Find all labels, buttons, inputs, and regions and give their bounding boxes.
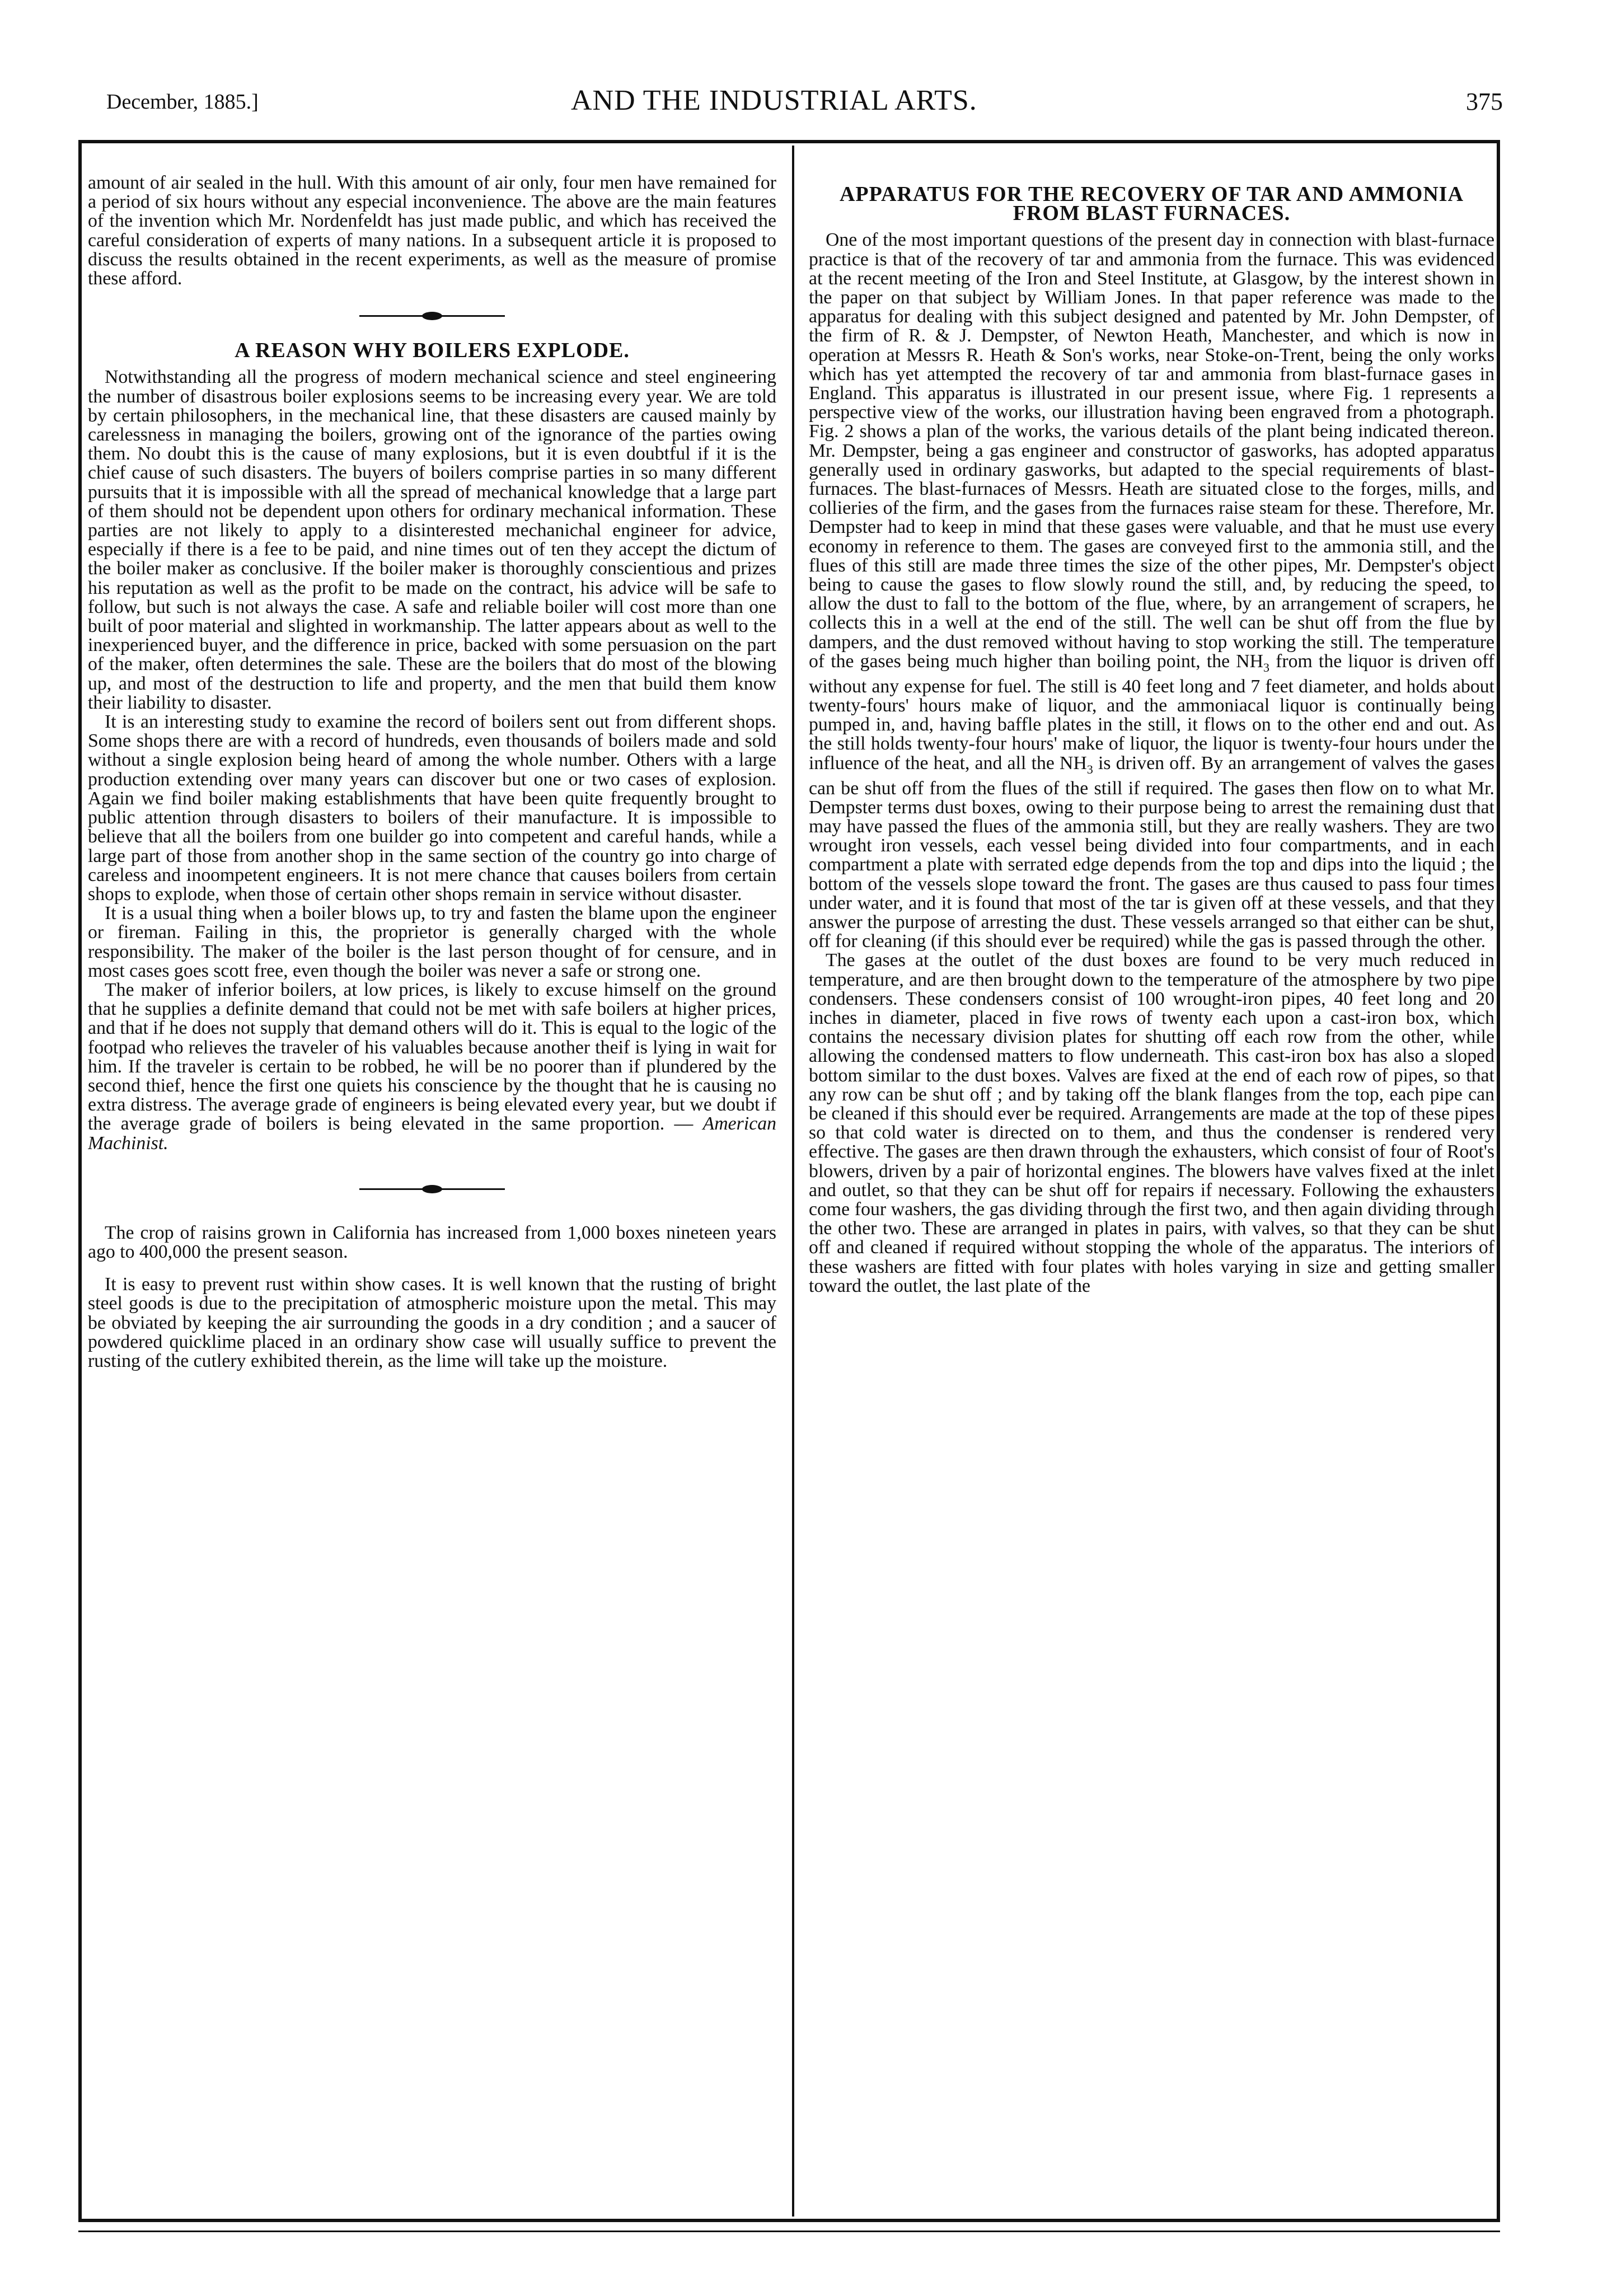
note-rust: It is easy to prevent rust within show cases. It is well known that the rusting of bright steel goods is due to the precipitation of atmospheric moisture upon the metal. This may be obviated by keeping the air surrounding the goods in a dry condition ; and a saucer of powdered quicklime placed in an ordinary show case will usually suffice to prevent the rusting of the cutlery exhibited therein, as the lime will take up the moisture. [88, 1274, 776, 1371]
running-title: AND THE INDUSTRIAL ARTS. [571, 85, 977, 116]
nh3-subscript-1: 3 [1263, 660, 1270, 674]
page-header [0, 84, 1612, 129]
article-title-boilers: A REASON WHY BOILERS EXPLODE. [235, 339, 630, 363]
page-number: 375 [1466, 88, 1503, 115]
column-divider [792, 146, 794, 2217]
bottom-rule [78, 2231, 1500, 2232]
right-column [809, 185, 1494, 2217]
boilers-paragraph-4 [88, 981, 776, 1153]
apparatus-p1-part-c: is driven off. By an arrangement of valves the gases can be shut off from the flues of the still if required. The gases then flow on to what Mr. Dempster terms dust boxes, owing to their purpose being to arrest the remaining dust that may have passed the flues of the ammonia still, but they are really washers. They are two wrought iron vessels, each vessel being divided into four compartments, and in each compartment a plate with serrated edge depends from the top and dips into the liquid ; the bottom of the vessels slope toward the front. The gases are thus caused to pass four times under water, and it is found that most of the tar is given off at these vessels, and that they answer the purpose of arresting the dust. These vessels arranged so that either can be shut, off for cleaning (if this should ever be required) while the gas is passed through the other. [809, 752, 1494, 952]
boilers-paragraph-1: Notwithstanding all the progress of modern mechanical science and steel engineering the number of disastrous boiler explosions seems to be increasing every year. We are told by certain philosophers, in the mechanical line, that these disasters are caused mainly by carelessness in managing the boilers, growing ont of the ignorance of the parties owing them. No doubt this is the cause of many explosions, but it is even doubtful if it is the chief cause of such disasters. The buyers of boilers comprise parties in so many different pursuits that it is impossible with all the spread of mechanical knowledge that a large part of them should not be dependent upon others for ordinary mechanical information. These parties are not likely to apply to a disinterested mechanichal engineer for advice, especially if there is a fee to be paid, and nine times out of ten they accept the dictum of the boiler maker as conclusive. If the boiler maker is thoroughly conscientious and prizes his reputation as well as the profit to be made on the contract, his advice will be safe to follow, but such is not always the case. A safe and reliable boiler will cost more than one built of poor material and slighted in workmanship. The latter appears about as well to the inexperienced buyer, and the difference in price, backed with some persuasion on the part of the maker, often determines the sale. These are the boilers that do most of the blowing up, and most of the destruction to life and property, and the men that build them know their liability to disaster. [88, 367, 776, 713]
section-ornament-2 [88, 1181, 776, 1196]
note-raisins: The crop of raisins grown in California has increased from 1,000 boxes nineteen years ago to 400,000 the present season. [88, 1222, 776, 1262]
article-title-apparatus: APPARATUS FOR THE RECOVERY OF TAR AND AMMONIA FROM BLAST FURNACES. [839, 185, 1464, 226]
apparatus-paragraph-2: The gases at the outlet of the dust boxes are found to be very much reduced in temperature, and are then brought down to the temperature of the atmosphere by two pipe condensers. These condensers consist of 100 wrought-iron pipes, 40 feet long and 20 inches in diameter, placed in five rows of twenty each upon a cast-iron box, which contains the necessary division plates for shutting off each row from the other, while allowing the condensed matters to flow underneath. This cast-iron box has also a sloped bottom similar to the dust boxes. Valves are fixed at the end of each row of pipes, so that any row can be shut off ; and by taking off the blank flanges from the top, each pipe can be cleaned if this should ever be required. Arrangements are made at the top of these pipes so that cold water is directed on to them, and thus the condenser is rendered very effective. The gases are then drawn through the exhausters, which consist of four of Root's blowers, driven by a pair of horizontal engines. The blowers have valves fixed at the inlet and outlet, so that they can be shut off for repairs if necessary. Following the exhausters come four washers, the gas dividing through the first two, and then again dividing through the other two. These are arranged in plates in pairs, with valves, so that they can be shut off and cleaned if required without stopping the whole of the apparatus. The interiors of these washers are fitted with four plates with holes varying in size and getting smaller toward the outlet, the last plate of the [809, 950, 1494, 1296]
apparatus-p1-part-b: from the liquor is driven off without any expense for fuel. The still is 40 feet long and 7 feet diameter, and holds about twenty-fours' hours make of liquor, and the ammoniacal liquor is continually being pumped in, and, having baffle plates in the still, it flows on to the other end and out. As the still holds twenty-four hours' make of liquor, the liquor is twenty-four hours under the influence of the heat, and all the NH [809, 650, 1494, 774]
boilers-paragraph-3: It is a usual thing when a boiler blows up, to try and fasten the blame upon the engineer or fireman. Failing in this, the proprietor is generally charged with the whole responsibility. The maker of the boiler is the last person thought of for censure, and in most cases goes scott free, even though the boiler was never a safe or strong one. [88, 903, 776, 981]
apparatus-paragraph-1 [809, 231, 1494, 951]
boilers-paragraph-4-text: The maker of inferior boilers, at low prices, is likely to excuse himself on the ground that he supplies a definite demand that could not be met with safe boilers at higher prices, and that if he does not supply that demand others will do it. This is equal to the logic of the footpad who relieves the traveler of his valuables because another theif is lying in wait for him. If the traveler is certain to be robbed, he will be no poorer than if plundered by the second thief, hence the first one quiets his conscience by the thought that he is causing no extra distress. The average grade of engineers is being elevated every year, but we doubt if the average grade of boilers is being elevated in the same proportion. — [88, 979, 776, 1135]
section-ornament [88, 307, 776, 322]
apparatus-p1-part-a: One of the most important questions of the present day in connection with blast-furnace practice is that of the recovery of tar and ammonia from the furnace. This was evidenced at the recent meeting of the Iron and Steel Institute, at Glasgow, by the interest shown in the paper on that subject by William Jones. In that paper reference was made to the apparatus for dealing with this subject designed and patented by Mr. John Dempster, of the firm of R. & J. Dempster, of Newton Heath, Manchester, and which is now in operation at Messrs R. Heath & Son's works, near Stoke-on-Trent, being the only works which has yet attempted the recovery of tar and ammonia from blast-furnace gases in England. This apparatus is illustrated in our present issue, where Fig. 1 represents a perspective view of the works, our illustration having been engraved from a photograph. Fig. 2 shows a plan of the works, the various details of the plant being indicated thereon. Mr. Dempster, being a gas engineer and constructor of gasworks, has adopted apparatus generally used in ordinary gasworks, but adapted to the special requirements of blast-furnaces. The blast-furnaces of Messrs. Heath are situated close to the forges, mills, and collieries of the firm, and the gases from the furnaces raise steam for these. Therefore, Mr. Dempster had to keep in mind that these gases were valuable, and that he must use every economy in reference to them. The gases are conveyed first to the ammonia still, and the flues of this still are made three times the size of the other pipes, Mr. Dempster's object being to cause the gases to flow slowly round the still, and, by reducing the speed, to allow the dust to fall to the bottom of the flue, where, by an arrangement of scrapers, he collects this in a well at the end of the still. The well can be shut off from the flue by dampers, and the dust removed without having to stop working the still. The temperature of the gases being much higher than boiling point, the NH [809, 229, 1494, 672]
attribution: American Machinist. [88, 1113, 776, 1154]
issue-date: December, 1885.] [106, 90, 259, 114]
continued-paragraph: amount of air sealed in the hull. With this amount of air only, four men have remained for a period of six hours without any especial inconvenience. The above are the main features of the invention which Mr. Nordenfeldt has just made public, and which has received the careful consideration of experts of many nations. In a subsequent article it is proposed to discuss the results obtained in the recent experiments, as well as the measure of promise these afford. [88, 174, 776, 289]
boilers-paragraph-2: It is an interesting study to examine the record of boilers sent out from different shops. Some shops there are with a record of hundreds, even thousands of boilers made and sold without a single explosion being heard of among the whole number. Others with a large production extending over many years can discover but one or two cases of explosion. Again we find boiler making establishments that have been quite frequently brought to public attention through disasters to boilers of their manufacture. It is impossible to believe that all the boilers from one builder go into competent and careful hands, while a large part of those from another shop in the same section of the country go into charge of careless and inoompetent engineers. It is not mere chance that causes boilers from certain shops to explode, when those of certain other shops remain in service without disaster. [88, 711, 776, 905]
left-column [88, 174, 776, 2211]
nh3-subscript-2: 3 [1086, 762, 1093, 776]
